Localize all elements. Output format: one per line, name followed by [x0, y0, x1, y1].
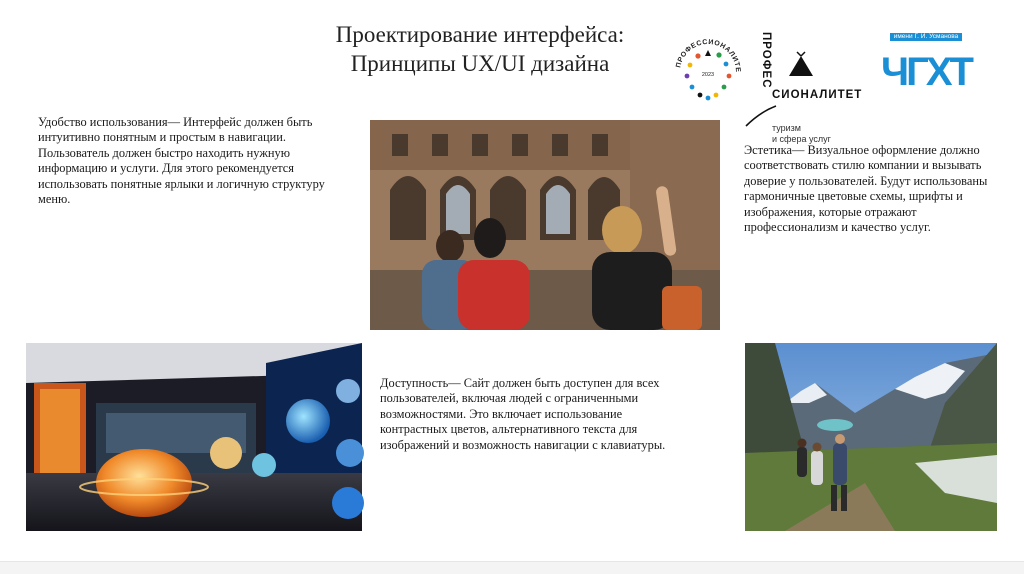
- prof-logo-tagline-1: туризм: [772, 123, 801, 133]
- slide-title-line-2: Принципы UX/UI дизайна: [350, 51, 610, 76]
- planetarium-photo: [26, 343, 362, 531]
- prof-logo-vertical-text: ПРОФЕС: [760, 32, 772, 89]
- slide-title: [300, 20, 660, 78]
- usmanov-logo-letters: ЧГХТ: [881, 50, 971, 94]
- professionalitet-circle-logo: [668, 32, 748, 112]
- circle-logo-text: ПРОФЕССИОНАЛИТЕ: [675, 38, 742, 73]
- svg-text:ПРОФЕССИОНАЛИТЕТ: [668, 32, 741, 73]
- coliseum-tourists-photo: [370, 120, 720, 330]
- slide-title-line-1: Проектирование интерфейса:: [335, 22, 625, 47]
- mountain-hikers-photo: [745, 343, 997, 531]
- slide-bottom-border: [0, 561, 1024, 574]
- professionalitet-tourism-logo: [758, 32, 866, 147]
- prof-logo-tagline: [772, 123, 831, 145]
- prof-logo-tagline-2: и сфера услуг: [772, 134, 831, 144]
- circle-logo-year: 2023: [701, 72, 715, 78]
- accessibility-text: Доступность— Сайт должен быть доступен для всех пользователей, включая людей с ограниченными возможностями. Это включает использование контрастных цветов, альтернативного текста для изображений и возможность навигации с клавиатуры.: [380, 376, 666, 452]
- prof-logo-horizontal-text: СИОНАЛИТЕТ: [772, 89, 863, 101]
- usmanov-college-logo: [881, 33, 971, 95]
- tent-icon: [786, 52, 816, 78]
- usability-text: Удобство использования— Интерфейс должен быть интуитивно понятным и простым в навигации. Пользователь должен быстро находить нужную информацию и услуги. Для этого рекомендуется использовать понятные ярлыки и логичную структуру меню.: [38, 115, 325, 207]
- aesthetics-text: Эстетика— Визуальное оформление должно соответствовать стилю компании и вызывать доверие у пользователей. Будут использованы гармоничные цветовые схемы, шрифты и изображения, которые отражают профессионализм и качество услуг.: [744, 143, 988, 235]
- usmanov-logo-caption: имени Г. И. Усманова: [890, 33, 962, 41]
